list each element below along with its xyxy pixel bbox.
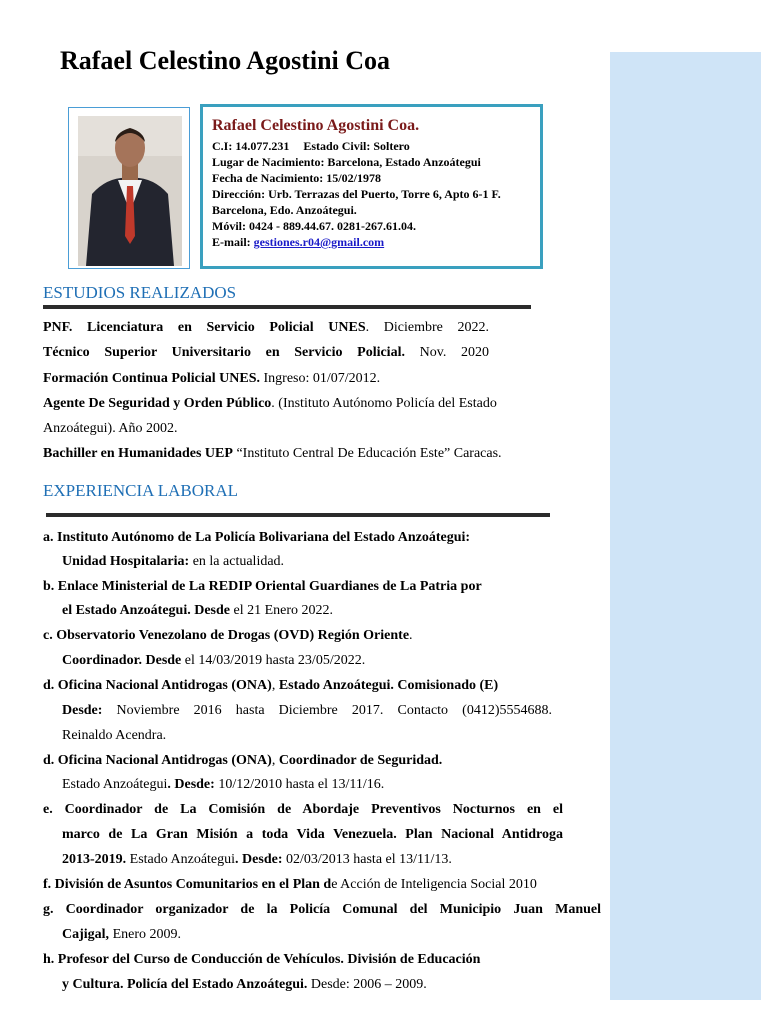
exp-h-title: g. Coordinador organizador de la Policía Comunal del Municipio Juan Manuel [43,902,601,917]
photo-frame [68,107,190,269]
exp-e-sep: , [271,753,279,768]
estudio-6-detail: “Instituto Central De Educación Este” Caracas. [232,446,502,461]
exp-e-line-1 [43,753,601,769]
exp-c-dot: . [409,628,413,643]
info-name: Rafael Celestino Agostini Coa. [212,117,420,134]
sidebar-panel [610,52,761,1000]
exp-f-place: Estado Anzoátegui [126,852,236,867]
exp-h-place: Cajigal, [62,927,110,942]
exp-d-sep: , [271,678,279,693]
estudio-3-detail: Ingreso: 01/07/2012. [260,371,381,386]
exp-e-place: Estado Anzoátegui [62,777,168,792]
exp-a-line-1 [43,530,601,546]
person-photo-icon [78,116,182,266]
exp-b-unit: el Estado Anzoátegui. Desde [62,603,230,618]
estudio-2-detail: Nov. 2020 [404,345,490,360]
exp-i-line-1 [43,952,601,968]
info-ci-line [212,138,540,154]
personal-info-box [200,104,543,269]
experiencia-heading: EXPERIENCIA LABORAL [43,481,239,500]
email-label: E-mail: [212,235,254,249]
exp-h-line-1 [43,902,601,918]
profile-photo [78,116,182,266]
estudio-line-2 [43,345,489,361]
exp-f-line-3 [62,852,552,868]
movil: Móvil: 0424 - 889.44.67. 0281-267.61.04. [212,219,416,233]
exp-i-line-2 [62,977,552,993]
exp-i-detail: Desde: 2006 – 2009. [307,977,427,992]
ci: C.I: 14.077.231 [212,139,290,153]
exp-c-title: c. Observatorio Venezolano de Drogas (OVD) Región Oriente [43,628,410,643]
exp-a-line-2 [62,554,552,570]
exp-f-detail: 02/03/2013 hasta el 13/11/13. [282,852,452,867]
estudio-line-6 [43,446,502,462]
exp-f-line-2 [62,827,563,843]
exp-f-period: 2013-2019. [62,852,127,867]
estudio-line-1 [43,320,489,336]
estudio-6-title: Bachiller en Humanidades UEP [43,446,233,461]
exp-a-detail: en la actualidad. [189,554,285,569]
exp-i-unit: y Cultura. Policía del Estado Anzoátegui. [62,977,308,992]
direccion-line-1: Dirección: Urb. Terrazas del Puerto, Torre 6, Apto 6-1 F. [212,187,501,201]
estudio-1-detail: . Diciembre 2022. [365,320,489,335]
experiencia-divider [46,513,550,517]
estudio-1-title: PNF. Licenciatura en Servicio Policial UNES [43,320,366,335]
exp-c-detail: el 14/03/2019 hasta 23/05/2022. [181,653,366,668]
exp-b-detail: el 21 Enero 2022. [230,603,334,618]
exp-g-line-1 [43,877,601,893]
exp-c-role: Coordinador. Desde [62,653,182,668]
email-link[interactable]: gestiones.r04@gmail.com [253,235,385,249]
exp-a-title: a. Instituto Autónomo de La Policía Bolivariana del Estado Anzoátegui: [43,530,471,545]
exp-e-since: . Desde: [167,777,215,792]
estudio-3-title: Formación Continua Policial UNES. [43,371,261,386]
estudio-4-detail: . (Instituto Autónomo Policía del Estado [271,396,497,411]
exp-f-line-1 [43,802,563,818]
exp-g-detail: e Acción de Inteligencia Social 2010 [331,877,537,892]
estudio-2-title: Técnico Superior Universitario en Servicio Policial. [43,345,405,360]
exp-f-title: e. Coordinador de La Comisión de Abordaje Preventivos Nocturnos en el [43,802,563,817]
page-title: Rafael Celestino Agostini Coa [60,46,391,75]
estudio-4-title: Agente De Seguridad y Orden Público [43,396,272,411]
estudio-line-4 [43,396,497,412]
exp-g-title: f. División de Asuntos Comunitarios en el Plan d [43,877,332,892]
exp-b-line-1 [43,579,601,595]
exp-e-detail: 10/12/2010 hasta el 13/11/16. [214,777,385,792]
exp-h-detail: Enero 2009. [109,927,181,942]
estudios-heading: ESTUDIOS REALIZADOS [43,283,237,302]
fecha-nacimiento: Fecha de Nacimiento: 15/02/1978 [212,171,381,185]
exp-d-role: Estado Anzoátegui. Comisionado (E) [278,678,499,693]
exp-i-title: h. Profesor del Curso de Conducción de Vehículos. División de Educación [43,952,481,967]
exp-c-line-2 [62,653,552,669]
email-line [212,234,540,250]
exp-f-title-2: marco de La Gran Misión a toda Vida Venezuela. Plan Nacional Antidroga [62,827,563,842]
estudios-divider [43,305,531,309]
exp-d-since: Desde: [62,703,103,718]
direccion-line-2: Barcelona, Edo. Anzoátegui. [212,203,357,217]
exp-d-detail: Noviembre 2016 hasta Diciembre 2017. Contacto (0412)5554688. [102,703,552,718]
estado-civil: Estado Civil: Soltero [303,139,410,153]
lugar-nacimiento: Lugar de Nacimiento: Barcelona, Estado Anzoátegui [212,155,481,169]
exp-a-unit: Unidad Hospitalaria: [62,554,190,569]
exp-d-line-1 [43,678,601,694]
exp-b-line-2 [62,603,552,619]
exp-e-role: Coordinador de Seguridad. [278,753,443,768]
exp-d-title: d. Oficina Nacional Antidrogas (ONA) [43,678,272,693]
exp-e-title: d. Oficina Nacional Antidrogas (ONA) [43,753,272,768]
exp-h-line-2 [62,927,552,943]
estudio-line-5: Anzoátegui). Año 2002. [43,421,178,436]
exp-c-line-1 [43,628,601,644]
exp-b-title: b. Enlace Ministerial de La REDIP Oriental Guardianes de La Patria por [43,579,482,594]
exp-f-since: . Desde: [235,852,283,867]
exp-d-line-2 [62,703,552,719]
estudio-line-3 [43,371,380,387]
exp-d-line-3: Reinaldo Acendra. [62,728,167,743]
exp-e-line-2 [62,777,552,793]
